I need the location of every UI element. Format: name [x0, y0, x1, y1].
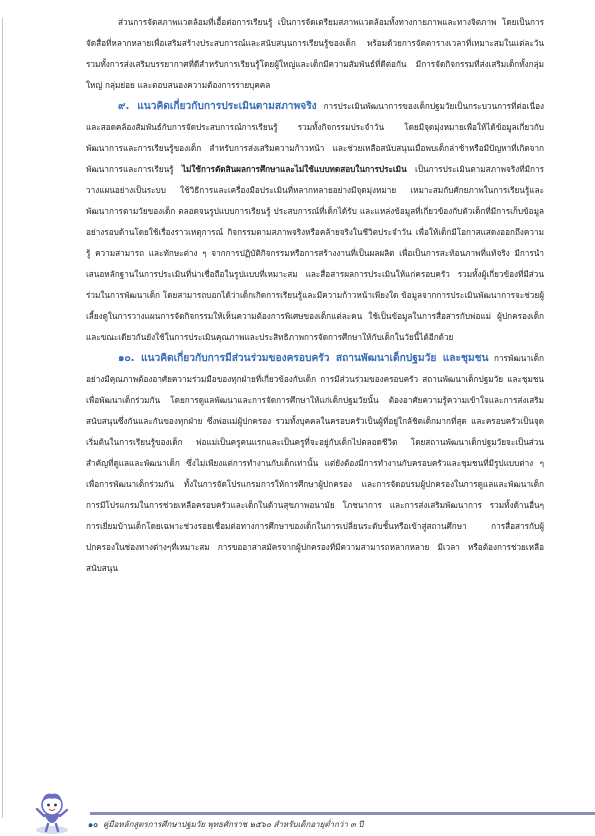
paragraph-participation-text: การพัฒนาเด็กอย่างมีคุณภาพต้องอาศัยความร่วมมือของทุกฝ่ายที่เกี่ยวข้องกับเด็ก การมีส่วนร่วมของครอบครัว สถานพัฒนาเด็กปฐมวัย และชุมชน เพื่อพัฒนาเด็กร่วมกัน โดยการดูแลพัฒนาและการจัดการศึกษาให้แก่เด็กปฐมวัยนั้น ต้องอาศัยความรู้ความเข้าใจและการส่งเสริมสนับสนุนซึ่งกันและกันของทุกฝ่าย ซึ่งพ่อแม่ผู้ปกครอง รวมทั้งบุคคลในครอบครัวเป็นผู้ที่อยู่ใกล้ชิดเด็กมากที่สุด และครอบครัวเป็นจุดเริ่มต้นในการเรียนรู้ของเด็ก พ่อแม่เป็นครูคนแรกและเป็นครูที่จะอยู่กับเด็กไปตลอดชีวิต โดยสถานพัฒนาเด็กปฐมวัยจะเป็นส่วนสำคัญที่ดูแลและพัฒนาเด็ก ซึ่งไม่เพียงแต่การทำงานกับเด็กเท่านั้น แต่ยังต้องมีการทำงานกับครอบครัวและชุมชนที่มีรูปแบบต่าง ๆ เพื่อการพัฒนาเด็กร่วมกัน ทั้งในการจัดโปรแกรมการให้การศึกษาผู้ปกครอง และการจัดอบรมผู้ปกครองในการดูแลและพัฒนาเด็ก การมีโปรแกรมในการช่วยเหลือครอบครัวและเด็กในด้านสุขภาพอนามัย โภชนาการ และการส่งเสริมพัฒนาการ รวมทั้งด้านอื่นๆ การเยี่ยมบ้านเด็กโดยเฉพาะช่วงรอยเชื่อมต่อทางการศึกษาของเด็กในการเปลี่ยนระดับชั้นหรือเข้าสู่สถานศึกษา การสื่อสารกับผู้ปกครองในช่องทางต่างๆที่เหมาะสม การขออาสาสมัครจากผู้ปกครองที่มีความสามารถหลากหลาย มีเวลา หรือต้องการช่วยเหลือสนับสนุน	[86, 353, 544, 573]
paragraph-assessment-text-b: เป็นการประเมินตามสภาพจริงที่มีการวางแผนอย่างเป็นระบบ ใช้วิธีการและเครื่องมือประเมินที่หลากหลายอย่างมีจุดมุ่งหมาย เหมาะสมกับศักยภาพในการเรียนรู้และพัฒนาการตามวัยของเด็ก ตลอดจนรูปแบบการเรียนรู้ ประสบการณ์ที่เด็กได้รับ และแหล่งข้อมูลที่เกี่ยวข้องกับตัวเด็กที่มีการเก็บข้อมูลอย่างรอบด้านโดยใช้เรื่องราวเหตุการณ์ กิจกรรมตามสภาพจริงหรือคล้ายจริงในชีวิตประจำวัน เพื่อให้เด็กมีโอกาสแสดงออกถึงความรู้ ความสามารถ และทักษะต่าง ๆ จากการปฏิบัติกิจกรรมหรือการสร้างงานที่เป็นผลผลิต เพื่อเป็นการสะท้อนภาพที่แท้จริง มีการนำเสนอหลักฐานในการประเมินที่น่าเชื่อถือในรูปแบบที่เหมาะสม และสื่อสารผลการประเมินให้แก่ครอบครัว รวมทั้งผู้เกี่ยวข้องที่มีส่วนร่วมในการพัฒนาเด็ก โดยสามารถบอกได้ว่าเด็กเกิดการเรียนรู้และมีความก้าวหน้าเพียงใด ข้อมูลจากการประเมินพัฒนาการจะช่วยผู้เลี้ยงดูในการวางแผนการจัดกิจกรรมให้เห็นความต้องการพิเศษของเด็กแต่ละคน ใช้เป็นข้อมูลในการสื่อสารกับพ่อแม่ ผู้ปกครองเด็ก และขณะเดียวกันยังใช้ในการประเมินคุณภาพและประสิทธิภาพการจัดการศึกษาให้กับเด็กในวัยนี้ได้อีกด้วย	[86, 164, 544, 342]
paragraph-environment: ส่วนการจัดสภาพแวดล้อมที่เอื้อต่อการเรียนรู้ เป็นการจัดเตรียมสภาพแวดล้อมทั้งทางกายภาพและทางจิตภาพ โดยเป็นการจัดสื่อที่หลากหลายเพื่อเสริมสร้างประสบการณ์และสนับสนุนการเรียนรู้ของเด็ก พร้อมด้วยการจัดตารางเวลาที่เหมาะสมในแต่ละวัน รวมทั้งการส่งเสริมบรรยากาศที่ดีสำหรับการเรียนรู้โดยผู้ใหญ่และเด็กมีความสัมพันธ์ที่ดีต่อกัน มีการจัดกิจกรรมที่ส่งเสริมเด็กทั้งกลุ่มใหญ่ กลุ่มย่อย และตอบสนองความต้องการรายบุคคล	[86, 17, 544, 90]
margin-rule	[2, 18, 3, 818]
mascot-icon	[28, 790, 76, 836]
footer-text	[88, 818, 363, 831]
page-footer	[0, 790, 595, 836]
paragraph-participation	[86, 348, 544, 579]
footer-bar	[90, 812, 595, 815]
section-heading-10: ๑๐. แนวคิดเกี่ยวกับการมีส่วนร่วมของครอบครัว สถานพัฒนาเด็กปฐมวัย และชุมชน	[118, 353, 489, 364]
book-title: คู่มือหลักสูตรการศึกษาปฐมวัย พุทธศักราช ๒๕๖๐ สำหรับเด็กอายุต่ำกว่า ๓ ปี	[102, 820, 364, 829]
document-body	[86, 12, 544, 579]
paragraph-assessment-text-a: การประเมินพัฒนาการของเด็กปฐมวัยเป็นกระบวนการที่ต่อเนื่องและสอดคล้องสัมพันธ์กับการจัดประสบการณ์การเรียนรู้ รวมทั้งกิจกรรมประจำวัน โดยมีจุดมุ่งหมายเพื่อให้ได้ข้อมูลเกี่ยวกับพัฒนาการและการเรียนรู้ของเด็ก สำหรับการส่งเสริมความก้าวหน้า และช่วยเหลือสนับสนุนเมื่อพบเด็กล่าช้าหรือมีปัญหาที่เกิดจากพัฒนาการและการเรียนรู้	[86, 101, 544, 174]
paragraph-assessment-bold: ไม่ใช้การตัดสินผลการศึกษาและไม่ใช้แบบทดสอบในการประเมิน	[181, 164, 407, 174]
paragraph-assessment	[86, 96, 544, 348]
page-number: ๑๐	[88, 820, 98, 829]
section-heading-9: ๙. แนวคิดเกี่ยวกับการประเมินตามสภาพจริง	[118, 101, 317, 112]
